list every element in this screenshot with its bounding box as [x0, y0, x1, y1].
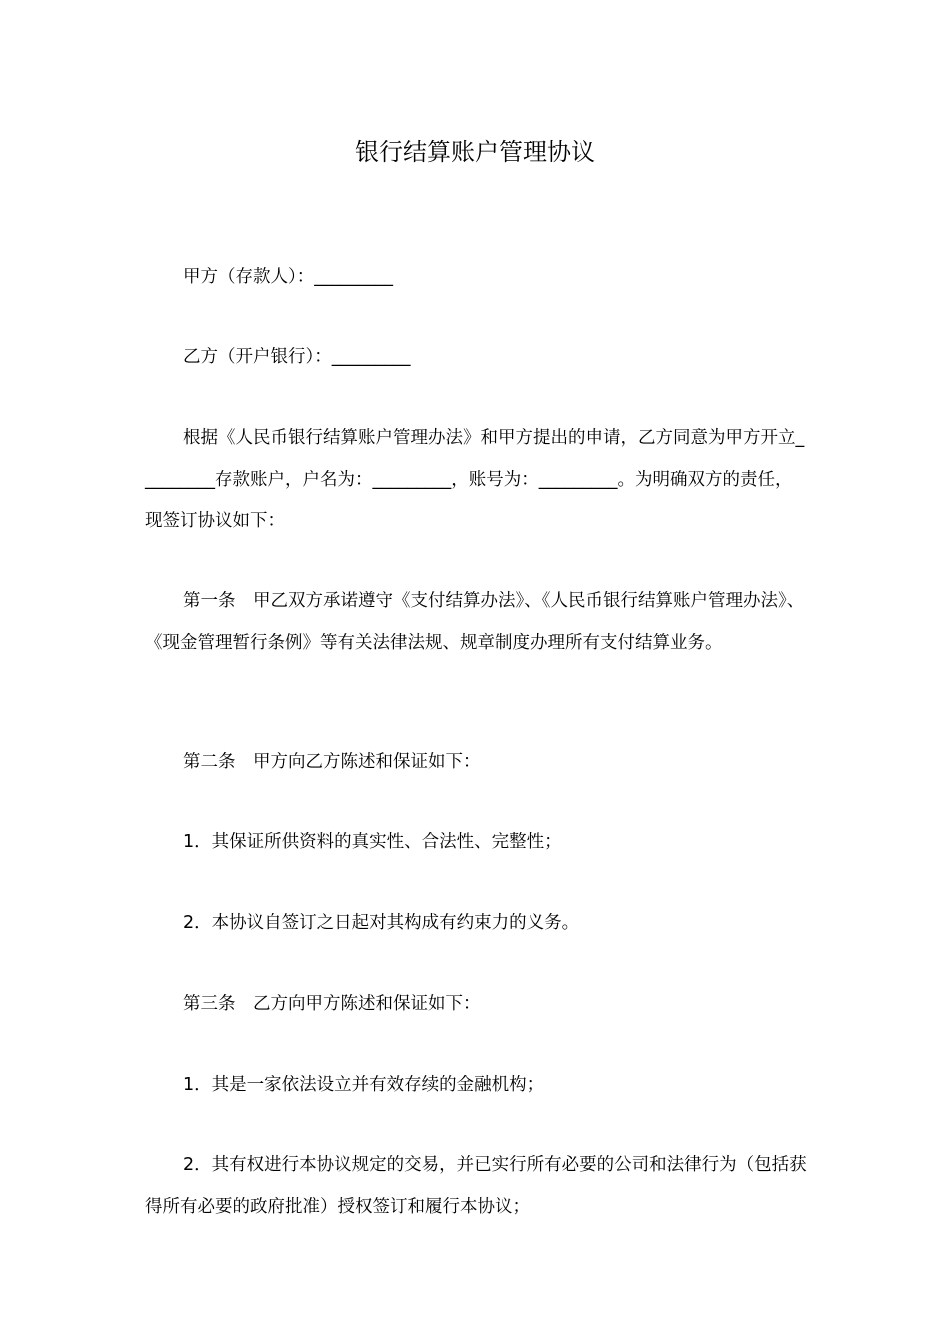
article-two-heading: 第二条 甲方向乙方陈述和保证如下： [183, 752, 481, 772]
article-three-item-2: 2．其有权进行本协议规定的交易，并已实行所有必要的公司和法律行为（包括获得所有必要的政府批准）授权签订和履行本协议； [145, 1155, 807, 1217]
article-three-heading: 第三条 乙方向甲方陈述和保证如下： [183, 994, 481, 1014]
preamble-paragraph: 根据《人民币银行结算账户管理办法》和甲方提出的申请，乙方同意为甲方开立_________存款账户，户名为：_________，账号为：_________。为明确双方的责任，现签订协议如下： [145, 428, 805, 531]
article-two-item-2: 2．本协议自签订之日起对其构成有约束力的义务。 [183, 913, 580, 933]
article-one-paragraph: 第一条 甲乙双方承诺遵守《支付结算办法》、《人民币银行结算账户管理办法》、《现金管理暂行条例》等有关法律法规、规章制度办理所有支付结算业务。 [145, 591, 805, 653]
article-three-item-1: 1．其是一家依法设立并有效存续的金融机构； [183, 1075, 545, 1095]
party-a-line: 甲方（存款人）：_________ [183, 267, 393, 287]
article-two-item-1: 1．其保证所供资料的真实性、合法性、完整性； [183, 832, 562, 852]
document-title: 银行结算账户管理协议 [355, 138, 595, 166]
party-b-line: 乙方（开户银行）：_________ [183, 347, 411, 367]
